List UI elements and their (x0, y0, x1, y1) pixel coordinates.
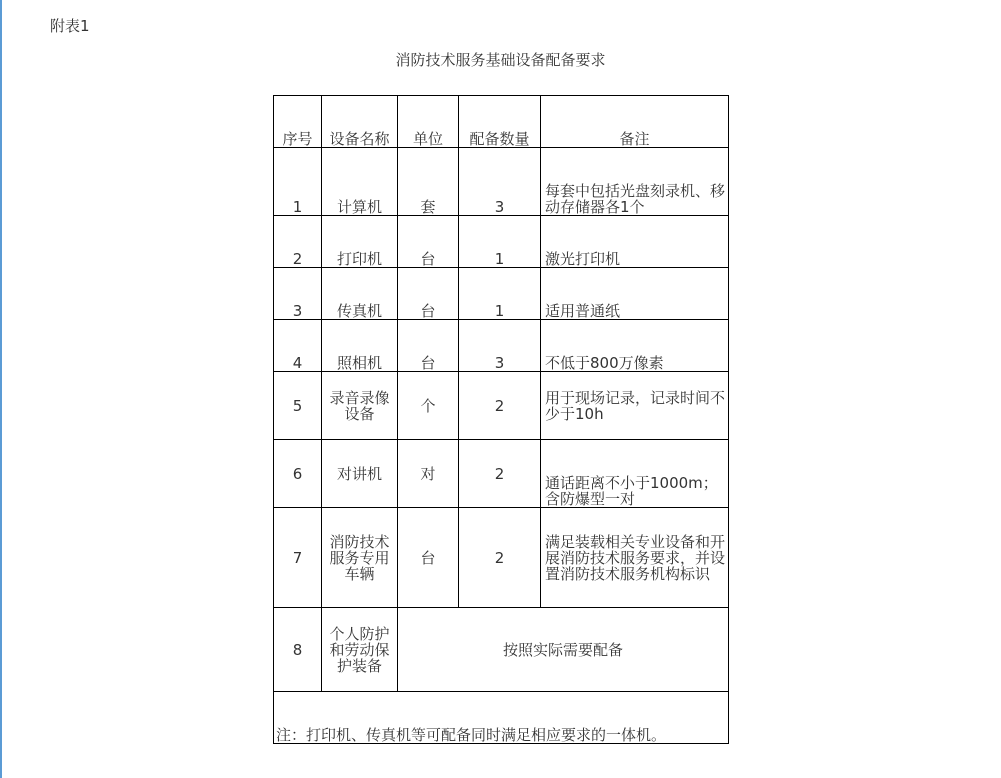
row-qty: 2 (459, 372, 541, 440)
row-unit: 台 (398, 216, 459, 268)
table-header-row (274, 96, 729, 148)
row-name: 照相机 (322, 320, 398, 372)
row-unit: 个 (398, 372, 459, 440)
row-remark: 每套中包括光盘刻录机、移动存储器各1个 (541, 148, 729, 216)
row-no: 5 (274, 372, 322, 440)
row-unit: 台 (398, 320, 459, 372)
document-title: 消防技术服务基础设备配备要求 (395, 51, 606, 69)
row-name: 消防技术服务专用车辆 (322, 508, 398, 608)
row-qty: 3 (459, 320, 541, 372)
row-name: 个人防护和劳动保护装备 (322, 608, 398, 692)
table-row (274, 320, 729, 372)
table-row (274, 372, 729, 440)
row-no: 6 (274, 440, 322, 508)
row-remark: 激光打印机 (541, 216, 729, 268)
row-no: 7 (274, 508, 322, 608)
row-unit: 台 (398, 508, 459, 608)
row-qty: 1 (459, 268, 541, 320)
column-header-unit: 单位 (398, 96, 459, 148)
row-qty: 1 (459, 216, 541, 268)
row-name: 对讲机 (322, 440, 398, 508)
row-remark: 用于现场记录，记录时间不少于10h (541, 372, 729, 440)
row-qty: 3 (459, 148, 541, 216)
table-row (274, 148, 729, 216)
row-remark: 满足装载相关专业设备和开展消防技术服务要求，并设置消防技术服务机构标识 (541, 508, 729, 608)
table-note-row (274, 692, 729, 744)
row-name: 录音录像设备 (322, 372, 398, 440)
row-unit: 套 (398, 148, 459, 216)
table-row (274, 440, 729, 508)
table-row (274, 608, 729, 692)
row-name: 打印机 (322, 216, 398, 268)
row-remark: 适用普通纸 (541, 268, 729, 320)
row-no: 3 (274, 268, 322, 320)
table-row (274, 216, 729, 268)
row-remark: 不低于800万像素 (541, 320, 729, 372)
table-row (274, 268, 729, 320)
row-remark: 通话距离不小于1000m；含防爆型一对 (541, 440, 729, 508)
column-header-name: 设备名称 (322, 96, 398, 148)
column-header-no: 序号 (274, 96, 322, 148)
row-no: 8 (274, 608, 322, 692)
equipment-requirements-table (273, 95, 729, 744)
row-merged-remark: 按照实际需要配备 (398, 608, 729, 692)
appendix-label: 附表1 (50, 17, 90, 35)
row-name: 计算机 (322, 148, 398, 216)
row-no: 2 (274, 216, 322, 268)
window-left-border (0, 0, 2, 778)
table-note: 注：打印机、传真机等可配备同时满足相应要求的一体机。 (274, 692, 729, 744)
row-no: 4 (274, 320, 322, 372)
row-unit: 对 (398, 440, 459, 508)
row-name: 传真机 (322, 268, 398, 320)
row-no: 1 (274, 148, 322, 216)
row-qty: 2 (459, 440, 541, 508)
row-qty: 2 (459, 508, 541, 608)
column-header-remark: 备注 (541, 96, 729, 148)
column-header-qty: 配备数量 (459, 96, 541, 148)
table-row (274, 508, 729, 608)
row-unit: 台 (398, 268, 459, 320)
